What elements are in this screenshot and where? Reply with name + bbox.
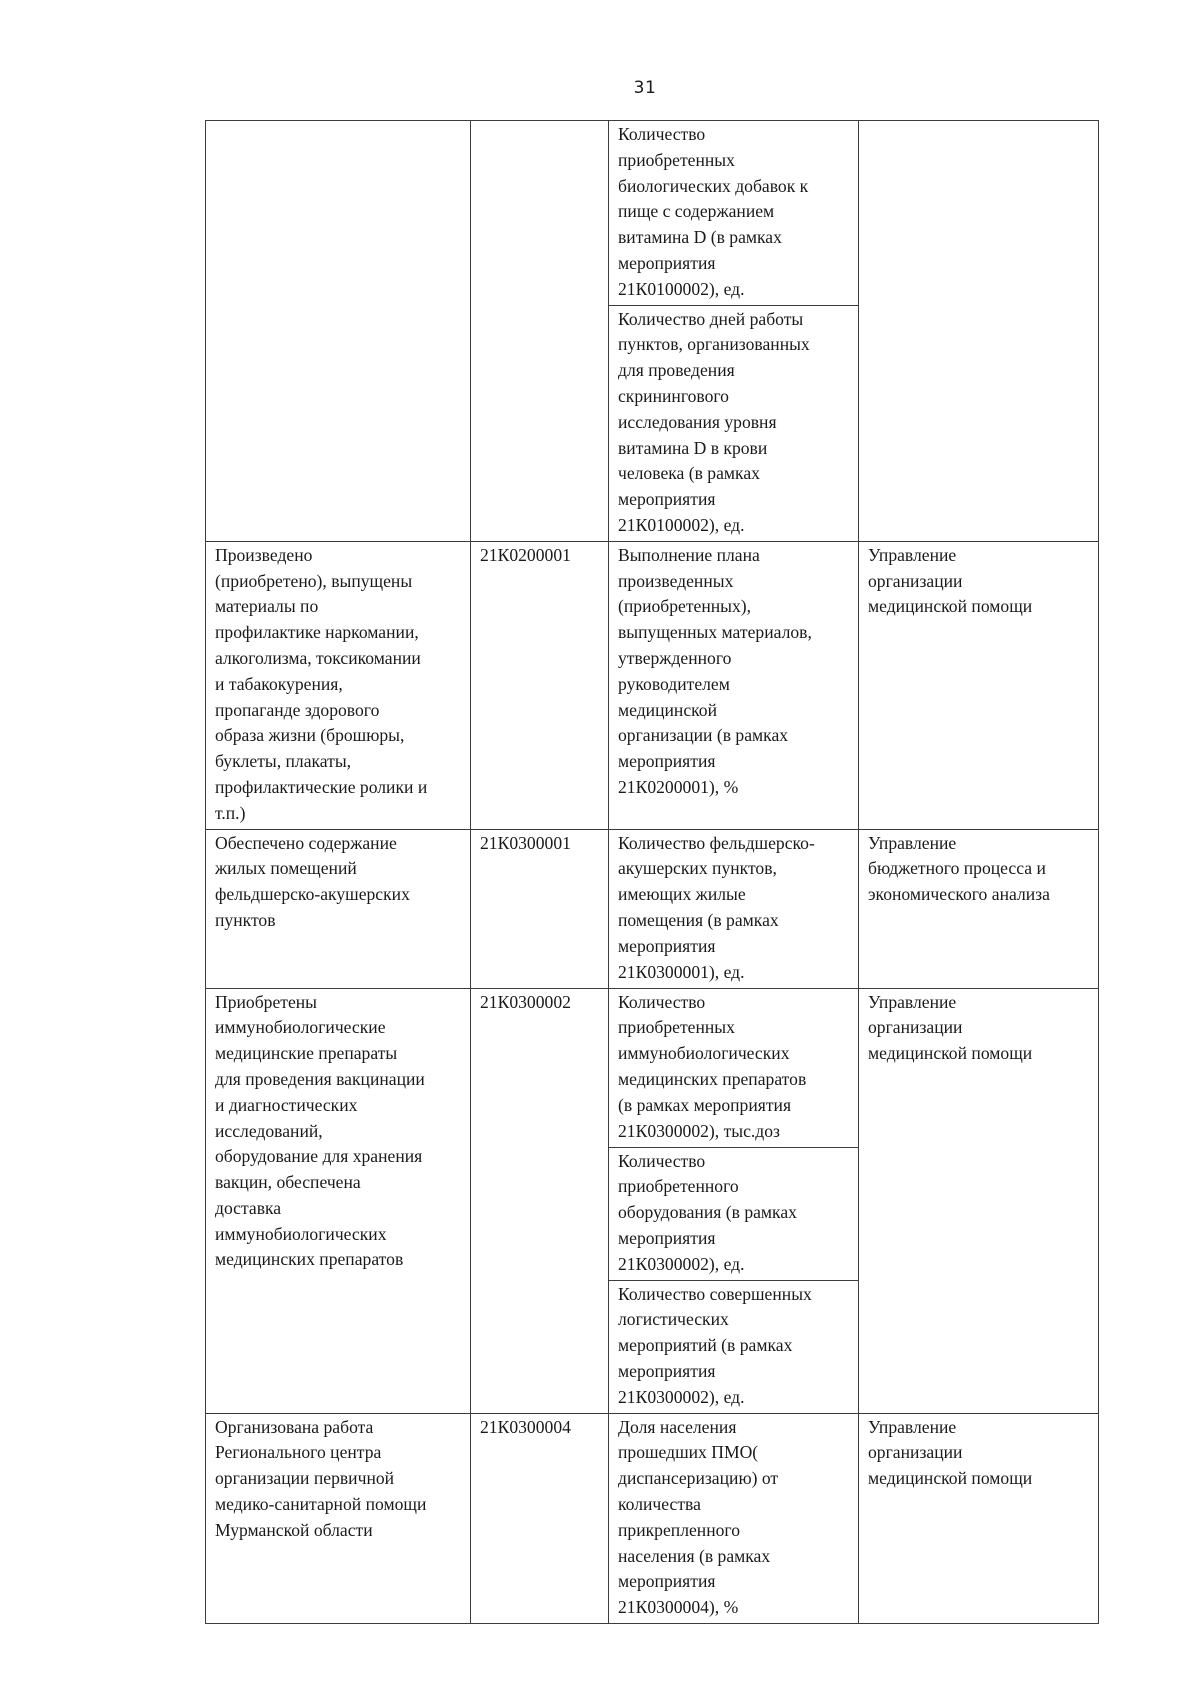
result-cell: Приобретены иммунобиологические медицинские препараты для проведения вакцинации и диагностических исследований, оборудование для хранения вакцин, обеспечена доставка иммунобиологических медицинских препаратов bbox=[206, 988, 471, 1413]
responsible-cell bbox=[859, 121, 1099, 542]
result-cell: Обеспечено содержание жилых помещений фельдшерско-акушерских пунктов bbox=[206, 829, 471, 988]
indicator-cell: Количество приобретенного оборудования (в рамках мероприятия 21К0300002), ед. bbox=[609, 1147, 859, 1280]
table-row bbox=[206, 121, 1099, 306]
measures-table bbox=[205, 120, 1099, 1624]
responsible-cell: Управление организации медицинской помощи bbox=[859, 988, 1099, 1413]
indicator-cell: Количество приобретенных иммунобиологических медицинских препаратов (в рамках мероприятия 21К0300002), тыс.доз bbox=[609, 988, 859, 1147]
responsible-cell: Управление организации медицинской помощи bbox=[859, 1413, 1099, 1623]
indicator-cell: Количество дней работы пунктов, организованных для проведения скринингового исследования уровня витамина D в крови человека (в рамках мероприятия 21К0100002), ед. bbox=[609, 305, 859, 541]
result-cell bbox=[206, 121, 471, 542]
page-number: 31 bbox=[633, 78, 657, 98]
indicator-cell: Выполнение плана произведенных (приобретенных), выпущенных материалов, утвержденного руководителем медицинской организации (в рамках мероприятия 21К0200001), % bbox=[609, 541, 859, 829]
indicator-cell: Доля населения прошедших ПМО( диспансеризацию) от количества прикрепленного населения (в рамках мероприятия 21К0300004), % bbox=[609, 1413, 859, 1623]
indicator-cell: Количество приобретенных биологических добавок к пище с содержанием витамина D (в рамках мероприятия 21К0100002), ед. bbox=[609, 121, 859, 306]
indicator-cell: Количество фельдшерско- акушерских пунктов, имеющих жилые помещения (в рамках мероприятия 21К0300001), ед. bbox=[609, 829, 859, 988]
table-row bbox=[206, 988, 1099, 1147]
table-row bbox=[206, 541, 1099, 829]
indicator-cell: Количество совершенных логистических мероприятий (в рамках мероприятия 21К0300002), ед. bbox=[609, 1280, 859, 1413]
table-row bbox=[206, 829, 1099, 988]
code-cell: 21К0200001 bbox=[471, 541, 609, 829]
code-cell bbox=[471, 121, 609, 542]
table-row bbox=[206, 1413, 1099, 1623]
result-cell: Произведено (приобретено), выпущены материалы по профилактике наркомании, алкоголизма, токсикомании и табакокурения, пропаганде здорового образа жизни (брошюры, буклеты, плакаты, профилактические ролики и т.п.) bbox=[206, 541, 471, 829]
responsible-cell: Управление организации медицинской помощи bbox=[859, 541, 1099, 829]
responsible-cell: Управление бюджетного процесса и экономического анализа bbox=[859, 829, 1099, 988]
code-cell: 21К0300001 bbox=[471, 829, 609, 988]
code-cell: 21К0300002 bbox=[471, 988, 609, 1413]
code-cell: 21К0300004 bbox=[471, 1413, 609, 1623]
result-cell: Организована работа Регионального центра организации первичной медико-санитарной помощи Мурманской области bbox=[206, 1413, 471, 1623]
